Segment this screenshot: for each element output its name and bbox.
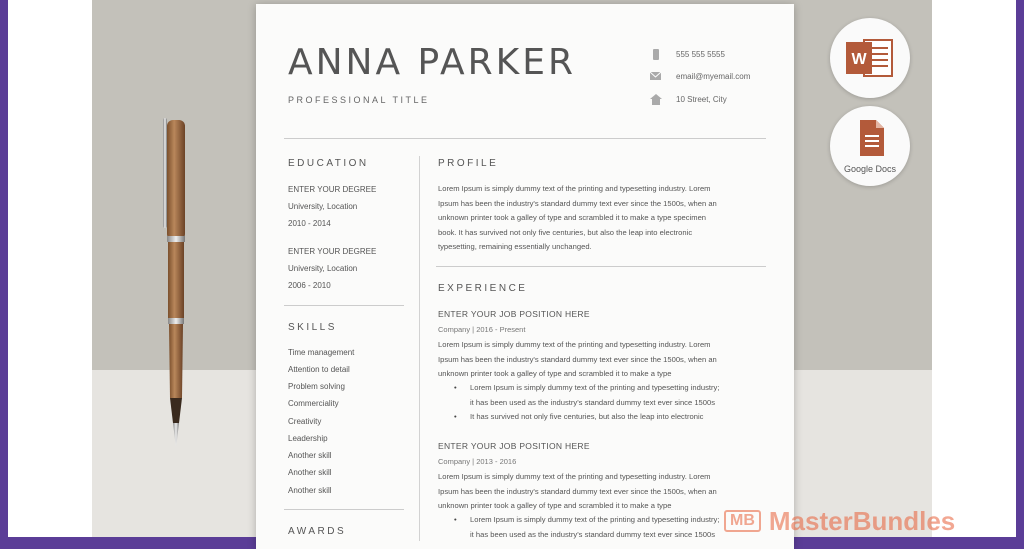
job-company: Company | 2013 - 2016 xyxy=(438,457,517,466)
skill-item: Time management xyxy=(288,348,355,357)
profile-divider xyxy=(436,266,766,267)
skill-item: Attention to detail xyxy=(288,365,350,374)
fountain-pen-image xyxy=(160,118,190,458)
job-description xyxy=(438,338,764,382)
education-divider xyxy=(284,305,404,306)
phone-text: 555 555 5555 xyxy=(676,49,725,59)
header-divider xyxy=(284,138,766,139)
google-docs-icon xyxy=(830,106,910,186)
job-company: Company | 2016 - Present xyxy=(438,325,526,334)
column-divider xyxy=(419,156,420,541)
contact-address xyxy=(650,94,727,104)
profile-text xyxy=(438,182,764,255)
skill-item: Another skill xyxy=(288,451,332,460)
skill-item: Another skill xyxy=(288,486,332,495)
education-years: 2006 - 2010 xyxy=(288,281,331,290)
text-line: Lorem Ipsum is simply dummy text of the printing and typesetting industry. Lorem xyxy=(438,340,711,349)
skills-heading: SKILLS xyxy=(288,322,337,333)
job-bullet xyxy=(470,513,766,542)
masterbundles-watermark xyxy=(724,505,955,537)
watermark-text: MasterBundles xyxy=(768,505,956,536)
contact-email xyxy=(650,71,750,81)
education-degree: ENTER YOUR DEGREE xyxy=(288,247,377,256)
education-location: University, Location xyxy=(288,202,358,211)
address-text: 10 Street, City xyxy=(676,94,727,104)
text-line: it has been used as the industry's standard dummy text ever since 1500s xyxy=(470,529,716,539)
text-line: typesetting, remaining essentially unchanged. xyxy=(438,242,592,252)
skill-item: Leadership xyxy=(288,434,328,443)
text-line: unknown printer took a galley of type and scrambled it to make a type xyxy=(438,501,672,511)
skill-item: Commerciality xyxy=(288,399,339,408)
text-line: Ipsum has been the industry's standard dummy text ever since the 1500s, when an xyxy=(438,354,717,364)
phone-icon xyxy=(650,49,662,59)
text-line: Lorem Ipsum is simply dummy text of the printing and typesetting industry. Lorem xyxy=(438,184,711,193)
education-heading: EDUCATION xyxy=(288,158,369,169)
experience-heading: EXPERIENCE xyxy=(438,283,528,294)
skills-divider xyxy=(284,509,404,510)
watermark-logo: MB xyxy=(724,510,761,532)
svg-text:W: W xyxy=(851,51,867,68)
awards-heading: AWARDS xyxy=(288,526,347,537)
skill-item: Another skill xyxy=(288,468,332,477)
email-text: email@myemail.com xyxy=(676,71,751,81)
text-line: Lorem Ipsum is simply dummy text of the printing and typesetting industry. Lorem xyxy=(438,472,711,481)
text-line: • It has survived not only five centuries, but also the leap into electronic xyxy=(470,412,704,421)
resume-sheet xyxy=(256,4,794,549)
job-bullet xyxy=(470,381,766,410)
job-description xyxy=(438,470,764,514)
profile-heading: PROFILE xyxy=(438,158,499,169)
google-docs-label: Google Docs xyxy=(843,164,897,174)
education-years: 2010 - 2014 xyxy=(288,219,331,228)
microsoft-word-icon xyxy=(830,18,910,98)
job-position: ENTER YOUR JOB POSITION HERE xyxy=(438,441,590,451)
resume-name: ANNA PARKER xyxy=(288,42,576,83)
education-degree: ENTER YOUR DEGREE xyxy=(288,185,377,194)
text-line: it has been used as the industry's standard dummy text ever since 1500s xyxy=(470,397,716,407)
text-line: • Lorem Ipsum is simply dummy text of the printing and typesetting industry; xyxy=(470,515,720,524)
job-position: ENTER YOUR JOB POSITION HERE xyxy=(438,309,590,319)
text-line: Ipsum has been the industry's standard dummy text ever since the 1500s, when an xyxy=(438,198,717,208)
envelope-icon xyxy=(650,71,662,81)
education-location: University, Location xyxy=(288,264,358,273)
contact-phone xyxy=(650,49,725,59)
text-line: • Lorem Ipsum is simply dummy text of the printing and typesetting industry; xyxy=(470,383,720,392)
resume-professional-title: PROFESSIONAL TITLE xyxy=(288,95,430,105)
job-bullet xyxy=(470,410,766,425)
google-docs-badge[interactable] xyxy=(830,106,910,186)
home-icon xyxy=(650,94,662,104)
word-badge[interactable] xyxy=(830,18,910,98)
skill-item: Creativity xyxy=(288,417,322,426)
text-line: unknown printer took a galley of type and scrambled it to make a type xyxy=(438,369,672,379)
skill-item: Problem solving xyxy=(288,382,345,391)
text-line: book. It has survived not only five centuries, but also the leap into electronic xyxy=(438,227,693,237)
text-line: Ipsum has been the industry's standard dummy text ever since the 1500s, when an xyxy=(438,486,717,496)
text-line: unknown printer took a galley of type and scrambled it to make a type specimen xyxy=(438,213,707,223)
